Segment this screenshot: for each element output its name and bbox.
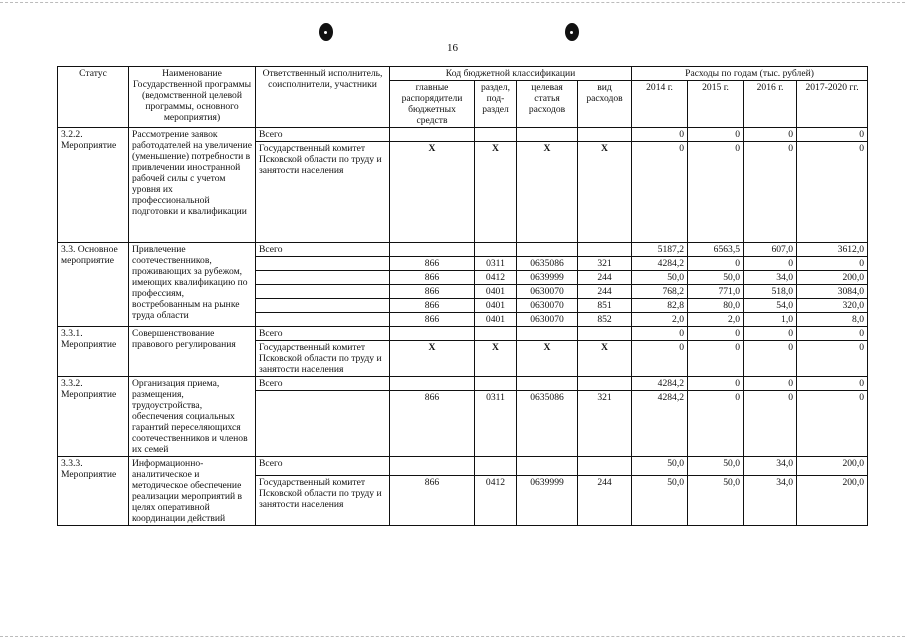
kbk-main-cell: X xyxy=(390,341,475,377)
kbk-main-cell xyxy=(390,243,475,257)
amount-2014-cell: 82,8 xyxy=(632,299,688,313)
header-executor: Ответственный исполнитель, соисполнители, участники xyxy=(256,67,390,128)
table-row xyxy=(58,457,868,476)
amount-2014-cell: 0 xyxy=(632,142,688,243)
executor-cell: Всего xyxy=(256,243,390,257)
header-year-2014: 2014 г. xyxy=(632,81,688,128)
amount-2017-2020-cell: 0 xyxy=(797,341,868,377)
amount-2015-cell: 0 xyxy=(688,257,744,271)
kbk-target-cell: 0630070 xyxy=(517,313,578,327)
header-year-2016: 2016 г. xyxy=(744,81,797,128)
scan-edge-top xyxy=(0,2,905,3)
kbk-section-cell: 0401 xyxy=(475,285,517,299)
punch-hole-left xyxy=(319,23,333,41)
amount-2015-cell: 0 xyxy=(688,327,744,341)
amount-2014-cell: 50,0 xyxy=(632,476,688,526)
kbk-main-cell xyxy=(390,377,475,391)
amount-2015-cell: 6563,5 xyxy=(688,243,744,257)
status-cell: 3.3.1. Мероприятие xyxy=(58,327,129,377)
kbk-main-cell: 866 xyxy=(390,285,475,299)
kbk-type-cell: 244 xyxy=(578,476,632,526)
name-cell: Совершенствование правового регулирования xyxy=(129,327,256,377)
kbk-target-cell: 0635086 xyxy=(517,391,578,457)
amount-2016-cell: 0 xyxy=(744,327,797,341)
amount-2016-cell: 0 xyxy=(744,128,797,142)
kbk-target-cell xyxy=(517,128,578,142)
amount-2017-2020-cell: 3084,0 xyxy=(797,285,868,299)
amount-2014-cell: 4284,2 xyxy=(632,377,688,391)
kbk-section-cell xyxy=(475,243,517,257)
header-kbk-main: главные распорядители бюджетных средств xyxy=(390,81,475,128)
amount-2014-cell: 768,2 xyxy=(632,285,688,299)
amount-2017-2020-cell: 0 xyxy=(797,391,868,457)
executor-cell xyxy=(256,391,390,457)
executor-cell: Государственный комитет Псковской области по труду и занятости населения xyxy=(256,142,390,243)
name-cell: Рассмотрение заявок работодателей на увеличение (уменьшение) потребности в привлечении иностранной рабочей силы с учетом уровня их профессиональной подготовки и квалификации xyxy=(129,128,256,243)
amount-2017-2020-cell: 0 xyxy=(797,142,868,243)
amount-2014-cell: 0 xyxy=(632,341,688,377)
header-program: Наименование Государственной программы (ведомственной целевой программы, основного мероприятия) xyxy=(129,67,256,128)
amount-2016-cell: 518,0 xyxy=(744,285,797,299)
amount-2017-2020-cell: 0 xyxy=(797,327,868,341)
kbk-main-cell xyxy=(390,327,475,341)
amount-2016-cell: 0 xyxy=(744,391,797,457)
amount-2014-cell: 0 xyxy=(632,128,688,142)
status-cell: 3.3. Основное мероприятие xyxy=(58,243,129,327)
kbk-main-cell: 866 xyxy=(390,476,475,526)
amount-2017-2020-cell: 0 xyxy=(797,257,868,271)
kbk-section-cell: 0401 xyxy=(475,313,517,327)
kbk-section-cell xyxy=(475,327,517,341)
header-year-2017-2020: 2017-2020 гг. xyxy=(797,81,868,128)
kbk-main-cell xyxy=(390,457,475,476)
amount-2014-cell: 50,0 xyxy=(632,271,688,285)
amount-2017-2020-cell: 0 xyxy=(797,377,868,391)
executor-cell: Всего xyxy=(256,457,390,476)
amount-2015-cell: 50,0 xyxy=(688,476,744,526)
header-kbk-section: раздел, под-раздел xyxy=(475,81,517,128)
kbk-type-cell: 244 xyxy=(578,271,632,285)
amount-2015-cell: 0 xyxy=(688,377,744,391)
kbk-section-cell: 0412 xyxy=(475,476,517,526)
kbk-type-cell xyxy=(578,128,632,142)
amount-2017-2020-cell: 200,0 xyxy=(797,476,868,526)
kbk-main-cell: X xyxy=(390,142,475,243)
header-kbk: Код бюджетной классификации xyxy=(390,67,632,81)
table-row xyxy=(58,327,868,341)
kbk-target-cell: 0639999 xyxy=(517,271,578,285)
header-expenses: Расходы по годам (тыс. рублей) xyxy=(632,67,868,81)
kbk-target-cell xyxy=(517,457,578,476)
kbk-main-cell: 866 xyxy=(390,391,475,457)
table-row xyxy=(58,128,868,142)
kbk-type-cell: X xyxy=(578,142,632,243)
kbk-type-cell: 244 xyxy=(578,285,632,299)
kbk-main-cell: 866 xyxy=(390,313,475,327)
amount-2014-cell: 0 xyxy=(632,327,688,341)
status-cell: 3.2.2. Мероприятие xyxy=(58,128,129,243)
table-row xyxy=(58,377,868,391)
executor-cell xyxy=(256,285,390,299)
kbk-type-cell: X xyxy=(578,341,632,377)
amount-2014-cell: 5187,2 xyxy=(632,243,688,257)
kbk-target-cell: 0630070 xyxy=(517,299,578,313)
kbk-main-cell: 866 xyxy=(390,257,475,271)
kbk-section-cell xyxy=(475,457,517,476)
header-kbk-target: целевая статья расходов xyxy=(517,81,578,128)
executor-cell: Всего xyxy=(256,377,390,391)
kbk-section-cell: 0311 xyxy=(475,391,517,457)
executor-cell: Всего xyxy=(256,128,390,142)
amount-2016-cell: 34,0 xyxy=(744,271,797,285)
page-number: 16 xyxy=(447,42,458,54)
amount-2015-cell: 0 xyxy=(688,341,744,377)
kbk-type-cell: 321 xyxy=(578,391,632,457)
amount-2016-cell: 0 xyxy=(744,142,797,243)
kbk-type-cell: 321 xyxy=(578,257,632,271)
amount-2016-cell: 1,0 xyxy=(744,313,797,327)
executor-cell xyxy=(256,271,390,285)
kbk-target-cell: 0635086 xyxy=(517,257,578,271)
executor-cell xyxy=(256,299,390,313)
amount-2017-2020-cell: 3612,0 xyxy=(797,243,868,257)
punch-hole-right xyxy=(565,23,579,41)
amount-2016-cell: 54,0 xyxy=(744,299,797,313)
kbk-section-cell: X xyxy=(475,142,517,243)
amount-2017-2020-cell: 320,0 xyxy=(797,299,868,313)
amount-2017-2020-cell: 200,0 xyxy=(797,457,868,476)
scan-edge-bottom xyxy=(0,636,905,637)
amount-2015-cell: 0 xyxy=(688,128,744,142)
amount-2016-cell: 607,0 xyxy=(744,243,797,257)
kbk-main-cell: 866 xyxy=(390,271,475,285)
amount-2016-cell: 0 xyxy=(744,257,797,271)
executor-cell: Всего xyxy=(256,327,390,341)
kbk-target-cell: 0630070 xyxy=(517,285,578,299)
kbk-target-cell xyxy=(517,377,578,391)
amount-2015-cell: 0 xyxy=(688,391,744,457)
amount-2017-2020-cell: 0 xyxy=(797,128,868,142)
header-kbk-type: вид расходов xyxy=(578,81,632,128)
executor-cell: Государственный комитет Псковской области по труду и занятости населения xyxy=(256,476,390,526)
amount-2015-cell: 50,0 xyxy=(688,271,744,285)
name-cell: Организация приема, размещения, трудоустройства, обеспечения социальных гарантий переселяющихся соотечественников и членов их семей xyxy=(129,377,256,457)
amount-2015-cell: 50,0 xyxy=(688,457,744,476)
name-cell: Привлечение соотечественников, проживающих за рубежом, имеющих квалификацию по профессиям, востребованным на рынке труда области xyxy=(129,243,256,327)
kbk-target-cell: X xyxy=(517,341,578,377)
kbk-section-cell xyxy=(475,128,517,142)
kbk-section-cell: 0311 xyxy=(475,257,517,271)
amount-2016-cell: 0 xyxy=(744,341,797,377)
kbk-main-cell xyxy=(390,128,475,142)
budget-table xyxy=(57,66,868,526)
executor-cell: Государственный комитет Псковской области по труду и занятости населения xyxy=(256,341,390,377)
amount-2016-cell: 0 xyxy=(744,377,797,391)
kbk-section-cell: 0401 xyxy=(475,299,517,313)
header-row-1 xyxy=(58,67,868,81)
kbk-type-cell xyxy=(578,377,632,391)
executor-cell xyxy=(256,257,390,271)
kbk-target-cell xyxy=(517,327,578,341)
kbk-type-cell xyxy=(578,327,632,341)
kbk-type-cell xyxy=(578,457,632,476)
kbk-target-cell: 0639999 xyxy=(517,476,578,526)
kbk-target-cell xyxy=(517,243,578,257)
kbk-type-cell xyxy=(578,243,632,257)
amount-2015-cell: 0 xyxy=(688,142,744,243)
amount-2016-cell: 34,0 xyxy=(744,457,797,476)
amount-2014-cell: 50,0 xyxy=(632,457,688,476)
amount-2015-cell: 2,0 xyxy=(688,313,744,327)
kbk-type-cell: 852 xyxy=(578,313,632,327)
amount-2015-cell: 80,0 xyxy=(688,299,744,313)
executor-cell xyxy=(256,313,390,327)
kbk-section-cell: 0412 xyxy=(475,271,517,285)
header-status: Статус xyxy=(58,67,129,128)
amount-2015-cell: 771,0 xyxy=(688,285,744,299)
status-cell: 3.3.2. Мероприятие xyxy=(58,377,129,457)
amount-2017-2020-cell: 8,0 xyxy=(797,313,868,327)
header-year-2015: 2015 г. xyxy=(688,81,744,128)
table-row xyxy=(58,243,868,257)
kbk-type-cell: 851 xyxy=(578,299,632,313)
status-cell: 3.3.3. Мероприятие xyxy=(58,457,129,526)
amount-2014-cell: 4284,2 xyxy=(632,391,688,457)
kbk-main-cell: 866 xyxy=(390,299,475,313)
amount-2017-2020-cell: 200,0 xyxy=(797,271,868,285)
amount-2014-cell: 4284,2 xyxy=(632,257,688,271)
kbk-section-cell: X xyxy=(475,341,517,377)
amount-2014-cell: 2,0 xyxy=(632,313,688,327)
kbk-target-cell: X xyxy=(517,142,578,243)
kbk-section-cell xyxy=(475,377,517,391)
name-cell: Информационно-аналитическое и методическое обеспечение реализации мероприятий в целях оперативной координации действий xyxy=(129,457,256,526)
amount-2016-cell: 34,0 xyxy=(744,476,797,526)
